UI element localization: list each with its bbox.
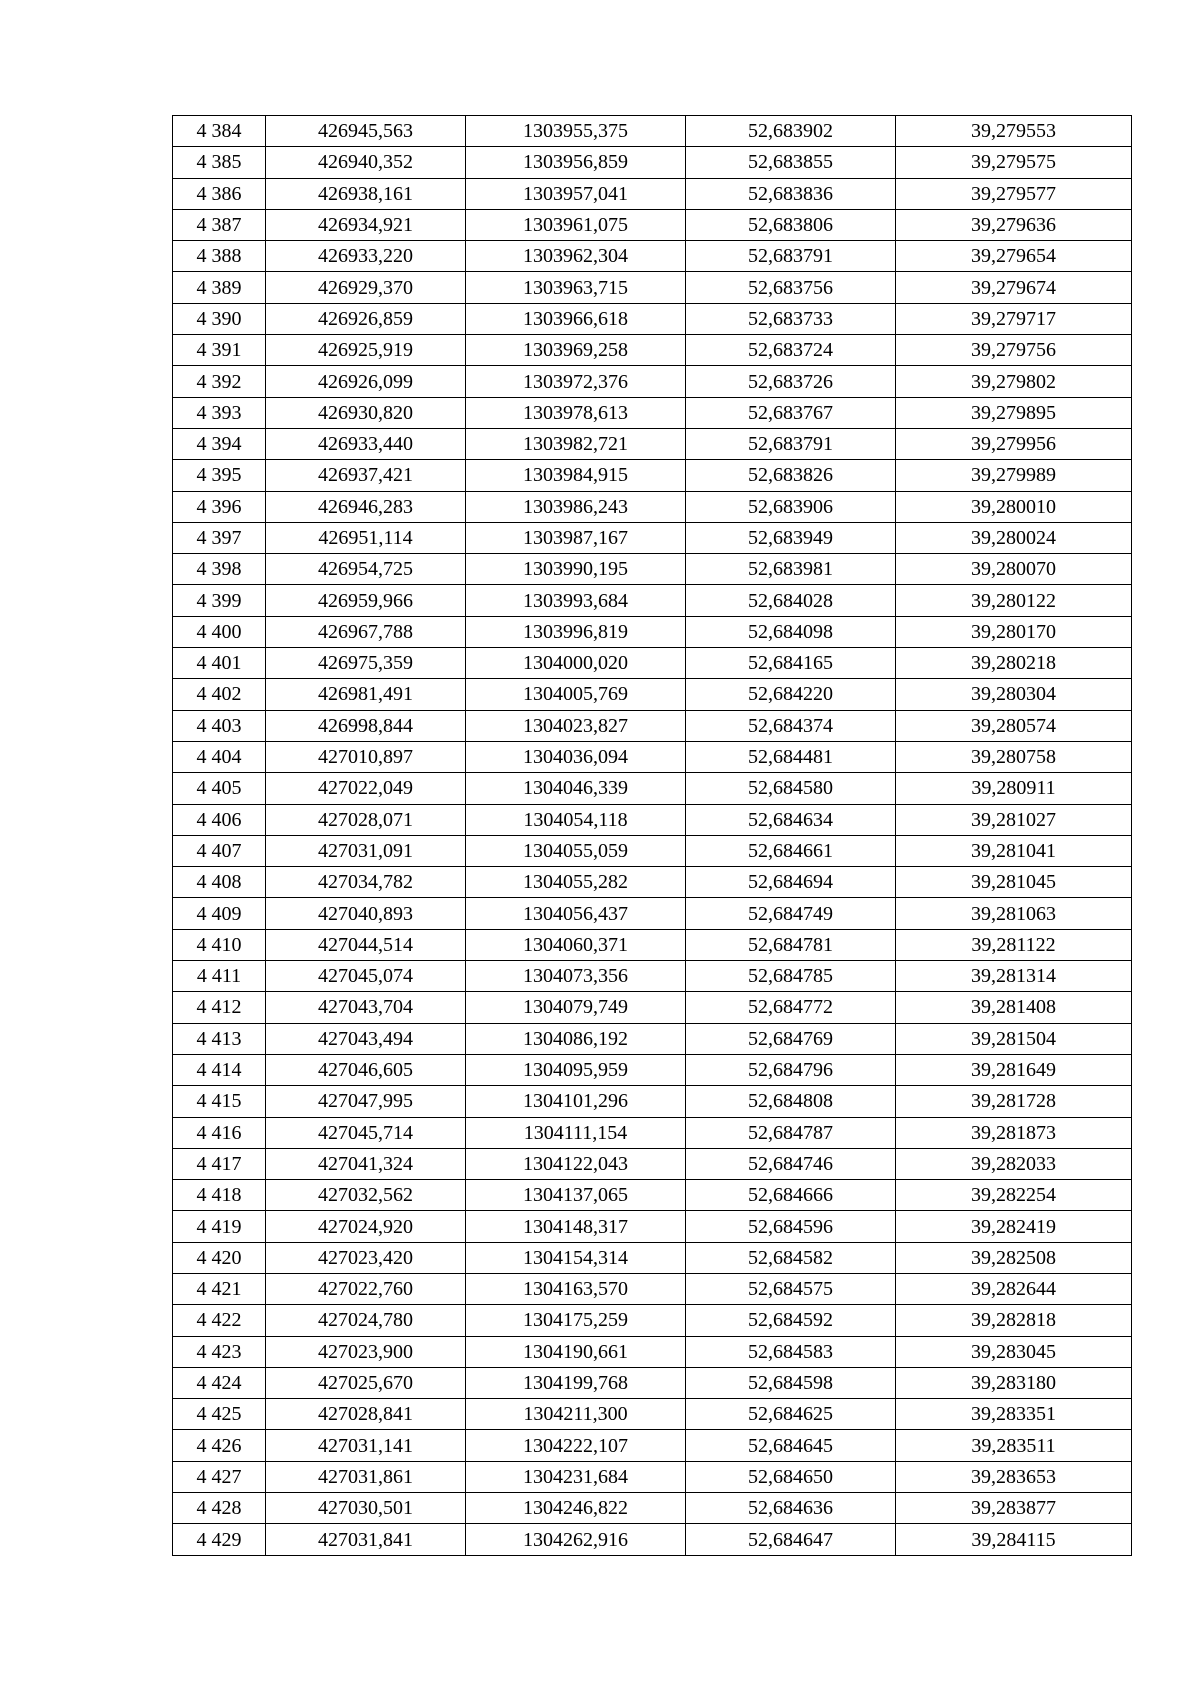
longitude-cell: 39,281027 (896, 804, 1132, 835)
latitude-cell: 52,684694 (686, 867, 896, 898)
y-coordinate-cell: 1304086,192 (466, 1023, 686, 1054)
longitude-cell: 39,283511 (896, 1430, 1132, 1461)
table-row (173, 679, 1132, 710)
latitude-cell: 52,684625 (686, 1399, 896, 1430)
table-row (173, 835, 1132, 866)
latitude-cell: 52,684661 (686, 835, 896, 866)
latitude-cell: 52,684772 (686, 992, 896, 1023)
point-number-cell: 4 393 (173, 397, 266, 428)
point-number-cell: 4 390 (173, 303, 266, 334)
longitude-cell: 39,279717 (896, 303, 1132, 334)
table-row (173, 178, 1132, 209)
y-coordinate-cell: 1304137,065 (466, 1180, 686, 1211)
latitude-cell: 52,683855 (686, 147, 896, 178)
table-row (173, 585, 1132, 616)
x-coordinate-cell: 427043,704 (266, 992, 466, 1023)
point-number-cell: 4 407 (173, 835, 266, 866)
table-row (173, 428, 1132, 459)
longitude-cell: 39,280218 (896, 648, 1132, 679)
longitude-cell: 39,280122 (896, 585, 1132, 616)
longitude-cell: 39,281063 (896, 898, 1132, 929)
y-coordinate-cell: 1303982,721 (466, 428, 686, 459)
table-row (173, 1461, 1132, 1492)
x-coordinate-cell: 427031,091 (266, 835, 466, 866)
x-coordinate-cell: 426998,844 (266, 710, 466, 741)
latitude-cell: 52,684582 (686, 1242, 896, 1273)
y-coordinate-cell: 1303966,618 (466, 303, 686, 334)
longitude-cell: 39,279989 (896, 460, 1132, 491)
latitude-cell: 52,684220 (686, 679, 896, 710)
y-coordinate-cell: 1304246,822 (466, 1493, 686, 1524)
latitude-cell: 52,683791 (686, 241, 896, 272)
longitude-cell: 39,281314 (896, 961, 1132, 992)
y-coordinate-cell: 1303963,715 (466, 272, 686, 303)
x-coordinate-cell: 427022,760 (266, 1273, 466, 1304)
x-coordinate-cell: 427024,780 (266, 1305, 466, 1336)
table-row (173, 209, 1132, 240)
table-row (173, 366, 1132, 397)
point-number-cell: 4 398 (173, 554, 266, 585)
y-coordinate-cell: 1304175,259 (466, 1305, 686, 1336)
x-coordinate-cell: 427032,562 (266, 1180, 466, 1211)
longitude-cell: 39,282033 (896, 1148, 1132, 1179)
table-row (173, 303, 1132, 334)
x-coordinate-cell: 426933,440 (266, 428, 466, 459)
y-coordinate-cell: 1304005,769 (466, 679, 686, 710)
point-number-cell: 4 417 (173, 1148, 266, 1179)
table-row (173, 1336, 1132, 1367)
table-row (173, 554, 1132, 585)
point-number-cell: 4 387 (173, 209, 266, 240)
y-coordinate-cell: 1303986,243 (466, 491, 686, 522)
longitude-cell: 39,280758 (896, 741, 1132, 772)
y-coordinate-cell: 1303962,304 (466, 241, 686, 272)
longitude-cell: 39,283045 (896, 1336, 1132, 1367)
y-coordinate-cell: 1303996,819 (466, 616, 686, 647)
point-number-cell: 4 396 (173, 491, 266, 522)
point-number-cell: 4 422 (173, 1305, 266, 1336)
table-row (173, 1117, 1132, 1148)
point-number-cell: 4 394 (173, 428, 266, 459)
y-coordinate-cell: 1303978,613 (466, 397, 686, 428)
longitude-cell: 39,280010 (896, 491, 1132, 522)
longitude-cell: 39,281873 (896, 1117, 1132, 1148)
point-number-cell: 4 419 (173, 1211, 266, 1242)
x-coordinate-cell: 426925,919 (266, 335, 466, 366)
x-coordinate-cell: 427046,605 (266, 1054, 466, 1085)
latitude-cell: 52,684796 (686, 1054, 896, 1085)
point-number-cell: 4 402 (173, 679, 266, 710)
point-number-cell: 4 389 (173, 272, 266, 303)
longitude-cell: 39,280024 (896, 522, 1132, 553)
y-coordinate-cell: 1304095,959 (466, 1054, 686, 1085)
latitude-cell: 52,684647 (686, 1524, 896, 1555)
latitude-cell: 52,684645 (686, 1430, 896, 1461)
longitude-cell: 39,281504 (896, 1023, 1132, 1054)
longitude-cell: 39,281041 (896, 835, 1132, 866)
longitude-cell: 39,281408 (896, 992, 1132, 1023)
table-row (173, 1399, 1132, 1430)
y-coordinate-cell: 1304055,282 (466, 867, 686, 898)
coordinates-table (172, 115, 1132, 1556)
table-row (173, 648, 1132, 679)
y-coordinate-cell: 1304148,317 (466, 1211, 686, 1242)
point-number-cell: 4 392 (173, 366, 266, 397)
x-coordinate-cell: 427031,141 (266, 1430, 466, 1461)
y-coordinate-cell: 1303956,859 (466, 147, 686, 178)
x-coordinate-cell: 426926,859 (266, 303, 466, 334)
x-coordinate-cell: 426951,114 (266, 522, 466, 553)
point-number-cell: 4 429 (173, 1524, 266, 1555)
latitude-cell: 52,684592 (686, 1305, 896, 1336)
point-number-cell: 4 415 (173, 1086, 266, 1117)
x-coordinate-cell: 427023,420 (266, 1242, 466, 1273)
y-coordinate-cell: 1304060,371 (466, 929, 686, 960)
point-number-cell: 4 401 (173, 648, 266, 679)
x-coordinate-cell: 426975,359 (266, 648, 466, 679)
latitude-cell: 52,683906 (686, 491, 896, 522)
latitude-cell: 52,683726 (686, 366, 896, 397)
latitude-cell: 52,683806 (686, 209, 896, 240)
latitude-cell: 52,684583 (686, 1336, 896, 1367)
y-coordinate-cell: 1304000,020 (466, 648, 686, 679)
latitude-cell: 52,683767 (686, 397, 896, 428)
x-coordinate-cell: 426933,220 (266, 241, 466, 272)
table-row (173, 1524, 1132, 1555)
latitude-cell: 52,683724 (686, 335, 896, 366)
longitude-cell: 39,279956 (896, 428, 1132, 459)
latitude-cell: 52,683756 (686, 272, 896, 303)
x-coordinate-cell: 427047,995 (266, 1086, 466, 1117)
table-row (173, 272, 1132, 303)
latitude-cell: 52,684749 (686, 898, 896, 929)
x-coordinate-cell: 427030,501 (266, 1493, 466, 1524)
x-coordinate-cell: 426937,421 (266, 460, 466, 491)
point-number-cell: 4 384 (173, 116, 266, 147)
y-coordinate-cell: 1303957,041 (466, 178, 686, 209)
longitude-cell: 39,279553 (896, 116, 1132, 147)
x-coordinate-cell: 427034,782 (266, 867, 466, 898)
latitude-cell: 52,684481 (686, 741, 896, 772)
y-coordinate-cell: 1304211,300 (466, 1399, 686, 1430)
longitude-cell: 39,280170 (896, 616, 1132, 647)
longitude-cell: 39,280070 (896, 554, 1132, 585)
table-row (173, 335, 1132, 366)
table-row (173, 1148, 1132, 1179)
y-coordinate-cell: 1303984,915 (466, 460, 686, 491)
y-coordinate-cell: 1303987,167 (466, 522, 686, 553)
longitude-cell: 39,283653 (896, 1461, 1132, 1492)
x-coordinate-cell: 427010,897 (266, 741, 466, 772)
x-coordinate-cell: 426945,563 (266, 116, 466, 147)
point-number-cell: 4 413 (173, 1023, 266, 1054)
y-coordinate-cell: 1304262,916 (466, 1524, 686, 1555)
y-coordinate-cell: 1303955,375 (466, 116, 686, 147)
longitude-cell: 39,279636 (896, 209, 1132, 240)
point-number-cell: 4 391 (173, 335, 266, 366)
latitude-cell: 52,684028 (686, 585, 896, 616)
point-number-cell: 4 411 (173, 961, 266, 992)
table-row (173, 1211, 1132, 1242)
table-row (173, 1242, 1132, 1273)
table-row (173, 1086, 1132, 1117)
point-number-cell: 4 406 (173, 804, 266, 835)
point-number-cell: 4 428 (173, 1493, 266, 1524)
table-row (173, 1305, 1132, 1336)
longitude-cell: 39,283180 (896, 1367, 1132, 1398)
latitude-cell: 52,683981 (686, 554, 896, 585)
longitude-cell: 39,279577 (896, 178, 1132, 209)
longitude-cell: 39,281649 (896, 1054, 1132, 1085)
x-coordinate-cell: 427031,841 (266, 1524, 466, 1555)
longitude-cell: 39,283877 (896, 1493, 1132, 1524)
y-coordinate-cell: 1304199,768 (466, 1367, 686, 1398)
x-coordinate-cell: 426946,283 (266, 491, 466, 522)
point-number-cell: 4 397 (173, 522, 266, 553)
x-coordinate-cell: 427028,071 (266, 804, 466, 835)
x-coordinate-cell: 427022,049 (266, 773, 466, 804)
table-row (173, 867, 1132, 898)
latitude-cell: 52,684374 (686, 710, 896, 741)
x-coordinate-cell: 426967,788 (266, 616, 466, 647)
x-coordinate-cell: 426938,161 (266, 178, 466, 209)
table-row (173, 710, 1132, 741)
latitude-cell: 52,684650 (686, 1461, 896, 1492)
y-coordinate-cell: 1304122,043 (466, 1148, 686, 1179)
x-coordinate-cell: 426934,921 (266, 209, 466, 240)
y-coordinate-cell: 1304055,059 (466, 835, 686, 866)
table-row (173, 522, 1132, 553)
table-row (173, 773, 1132, 804)
point-number-cell: 4 412 (173, 992, 266, 1023)
point-number-cell: 4 416 (173, 1117, 266, 1148)
x-coordinate-cell: 426930,820 (266, 397, 466, 428)
longitude-cell: 39,284115 (896, 1524, 1132, 1555)
table-row (173, 1493, 1132, 1524)
y-coordinate-cell: 1304190,661 (466, 1336, 686, 1367)
y-coordinate-cell: 1304101,296 (466, 1086, 686, 1117)
point-number-cell: 4 395 (173, 460, 266, 491)
table-row (173, 460, 1132, 491)
y-coordinate-cell: 1304111,154 (466, 1117, 686, 1148)
longitude-cell: 39,280304 (896, 679, 1132, 710)
latitude-cell: 52,683826 (686, 460, 896, 491)
longitude-cell: 39,279802 (896, 366, 1132, 397)
latitude-cell: 52,683949 (686, 522, 896, 553)
table-row (173, 116, 1132, 147)
y-coordinate-cell: 1304056,437 (466, 898, 686, 929)
longitude-cell: 39,280911 (896, 773, 1132, 804)
point-number-cell: 4 414 (173, 1054, 266, 1085)
latitude-cell: 52,683791 (686, 428, 896, 459)
y-coordinate-cell: 1304023,827 (466, 710, 686, 741)
y-coordinate-cell: 1304163,570 (466, 1273, 686, 1304)
point-number-cell: 4 386 (173, 178, 266, 209)
y-coordinate-cell: 1303990,195 (466, 554, 686, 585)
y-coordinate-cell: 1304073,356 (466, 961, 686, 992)
y-coordinate-cell: 1304054,118 (466, 804, 686, 835)
table-row (173, 1023, 1132, 1054)
y-coordinate-cell: 1304231,684 (466, 1461, 686, 1492)
point-number-cell: 4 403 (173, 710, 266, 741)
table-row (173, 961, 1132, 992)
longitude-cell: 39,281728 (896, 1086, 1132, 1117)
latitude-cell: 52,683902 (686, 116, 896, 147)
latitude-cell: 52,684787 (686, 1117, 896, 1148)
point-number-cell: 4 426 (173, 1430, 266, 1461)
table-row (173, 1273, 1132, 1304)
point-number-cell: 4 424 (173, 1367, 266, 1398)
table-row (173, 929, 1132, 960)
x-coordinate-cell: 427045,714 (266, 1117, 466, 1148)
point-number-cell: 4 388 (173, 241, 266, 272)
table-row (173, 241, 1132, 272)
x-coordinate-cell: 427031,861 (266, 1461, 466, 1492)
x-coordinate-cell: 426954,725 (266, 554, 466, 585)
longitude-cell: 39,279756 (896, 335, 1132, 366)
point-number-cell: 4 408 (173, 867, 266, 898)
point-number-cell: 4 410 (173, 929, 266, 960)
longitude-cell: 39,282818 (896, 1305, 1132, 1336)
latitude-cell: 52,684636 (686, 1493, 896, 1524)
longitude-cell: 39,279654 (896, 241, 1132, 272)
longitude-cell: 39,279575 (896, 147, 1132, 178)
x-coordinate-cell: 427043,494 (266, 1023, 466, 1054)
y-coordinate-cell: 1303969,258 (466, 335, 686, 366)
y-coordinate-cell: 1303961,075 (466, 209, 686, 240)
point-number-cell: 4 409 (173, 898, 266, 929)
latitude-cell: 52,684781 (686, 929, 896, 960)
x-coordinate-cell: 426981,491 (266, 679, 466, 710)
y-coordinate-cell: 1304036,094 (466, 741, 686, 772)
point-number-cell: 4 427 (173, 1461, 266, 1492)
table-row (173, 898, 1132, 929)
longitude-cell: 39,279674 (896, 272, 1132, 303)
point-number-cell: 4 400 (173, 616, 266, 647)
latitude-cell: 52,684098 (686, 616, 896, 647)
y-coordinate-cell: 1304079,749 (466, 992, 686, 1023)
longitude-cell: 39,282644 (896, 1273, 1132, 1304)
table-row (173, 491, 1132, 522)
point-number-cell: 4 418 (173, 1180, 266, 1211)
table-row (173, 616, 1132, 647)
x-coordinate-cell: 427024,920 (266, 1211, 466, 1242)
coordinates-table-body (173, 116, 1132, 1556)
x-coordinate-cell: 427023,900 (266, 1336, 466, 1367)
latitude-cell: 52,684580 (686, 773, 896, 804)
longitude-cell: 39,281122 (896, 929, 1132, 960)
x-coordinate-cell: 427025,670 (266, 1367, 466, 1398)
x-coordinate-cell: 426929,370 (266, 272, 466, 303)
latitude-cell: 52,684666 (686, 1180, 896, 1211)
longitude-cell: 39,281045 (896, 867, 1132, 898)
table-row (173, 1054, 1132, 1085)
y-coordinate-cell: 1304046,339 (466, 773, 686, 804)
table-row (173, 1367, 1132, 1398)
x-coordinate-cell: 426940,352 (266, 147, 466, 178)
longitude-cell: 39,282419 (896, 1211, 1132, 1242)
table-row (173, 992, 1132, 1023)
latitude-cell: 52,684769 (686, 1023, 896, 1054)
point-number-cell: 4 404 (173, 741, 266, 772)
x-coordinate-cell: 427041,324 (266, 1148, 466, 1179)
point-number-cell: 4 399 (173, 585, 266, 616)
x-coordinate-cell: 426959,966 (266, 585, 466, 616)
y-coordinate-cell: 1303993,684 (466, 585, 686, 616)
x-coordinate-cell: 427044,514 (266, 929, 466, 960)
longitude-cell: 39,280574 (896, 710, 1132, 741)
x-coordinate-cell: 426926,099 (266, 366, 466, 397)
x-coordinate-cell: 427040,893 (266, 898, 466, 929)
latitude-cell: 52,684634 (686, 804, 896, 835)
x-coordinate-cell: 427045,074 (266, 961, 466, 992)
y-coordinate-cell: 1304222,107 (466, 1430, 686, 1461)
point-number-cell: 4 405 (173, 773, 266, 804)
table-row (173, 147, 1132, 178)
table-row (173, 1180, 1132, 1211)
y-coordinate-cell: 1303972,376 (466, 366, 686, 397)
point-number-cell: 4 420 (173, 1242, 266, 1273)
point-number-cell: 4 421 (173, 1273, 266, 1304)
x-coordinate-cell: 427028,841 (266, 1399, 466, 1430)
table-row (173, 397, 1132, 428)
longitude-cell: 39,282254 (896, 1180, 1132, 1211)
latitude-cell: 52,684598 (686, 1367, 896, 1398)
latitude-cell: 52,684808 (686, 1086, 896, 1117)
point-number-cell: 4 385 (173, 147, 266, 178)
latitude-cell: 52,683733 (686, 303, 896, 334)
table-row (173, 1430, 1132, 1461)
latitude-cell: 52,683836 (686, 178, 896, 209)
point-number-cell: 4 423 (173, 1336, 266, 1367)
latitude-cell: 52,684596 (686, 1211, 896, 1242)
latitude-cell: 52,684165 (686, 648, 896, 679)
longitude-cell: 39,283351 (896, 1399, 1132, 1430)
latitude-cell: 52,684785 (686, 961, 896, 992)
point-number-cell: 4 425 (173, 1399, 266, 1430)
latitude-cell: 52,684575 (686, 1273, 896, 1304)
table-row (173, 741, 1132, 772)
table-row (173, 804, 1132, 835)
y-coordinate-cell: 1304154,314 (466, 1242, 686, 1273)
latitude-cell: 52,684746 (686, 1148, 896, 1179)
longitude-cell: 39,282508 (896, 1242, 1132, 1273)
longitude-cell: 39,279895 (896, 397, 1132, 428)
